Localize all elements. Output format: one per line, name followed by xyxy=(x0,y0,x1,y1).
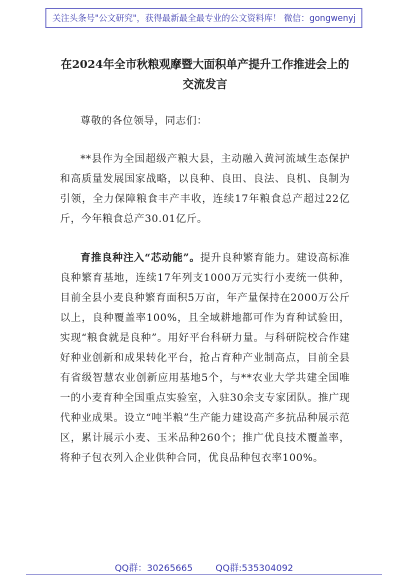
paragraph-seed xyxy=(60,248,350,469)
paragraph-intro: **县作为全国超级产粮大县，主动融入黄河流域生态保护和高质量发展国家战略，以良种、良田、良法、良机、良制为引领，全力保障粮食丰产丰收，连续17年粮食总产超过22亿斤，今年粮食总产30.01亿斤。 xyxy=(60,154,350,225)
paragraph-seed-body: 提升良种繁育能力。建设高标准良种繁育基地，连续17年列支1000万元实行小麦统一供种，目前全县小麦良种繁育面积5万亩，年产量保持在2000万公斤以上，良种覆盖率100%，且全域耕地都可作为育种试验田，实现“粮食就是良种”。用好平台科研力量。与科研院校合作建好种业创新和成果转化平台，抢占育种产业制高点，目前全县有省级智慧农业创新应用基地5个，与**农业大学共建全国唯一的小麦育种全国重点实验室，入驻30余支专家团队。推广现代种业成果。设立“吨半粮”生产能力建设高产多抗品种展示范区，累计展示小麦、玉米品种260个；推广优良技术覆盖率，将种子包衣列入企业供种合同，优良品种包衣率100%。 xyxy=(60,253,350,464)
footer-qq-group-1: QQ群：30265665 xyxy=(114,564,193,574)
document-title-line1: 在2024年全市秋粮观摩暨大面积单产提升工作推进会上的 xyxy=(60,57,350,71)
paragraph-seed-lead: 育推良种注入“芯动能”。 xyxy=(80,252,201,264)
footer-divider xyxy=(26,574,382,575)
document-body xyxy=(60,54,350,469)
document-title-line2: 交流发言 xyxy=(182,77,228,91)
footer-contacts xyxy=(0,561,408,574)
promo-header-text: 关注头条号"公文研究"，获得最新最全最专业的公文资料库！ 微信：gongwenyj xyxy=(52,14,356,24)
salutation: 尊敬的各位领导，同志们： xyxy=(80,116,208,127)
promo-header-box xyxy=(45,8,362,28)
footer-qq-group-2: QQ群:535304092 xyxy=(215,564,294,574)
